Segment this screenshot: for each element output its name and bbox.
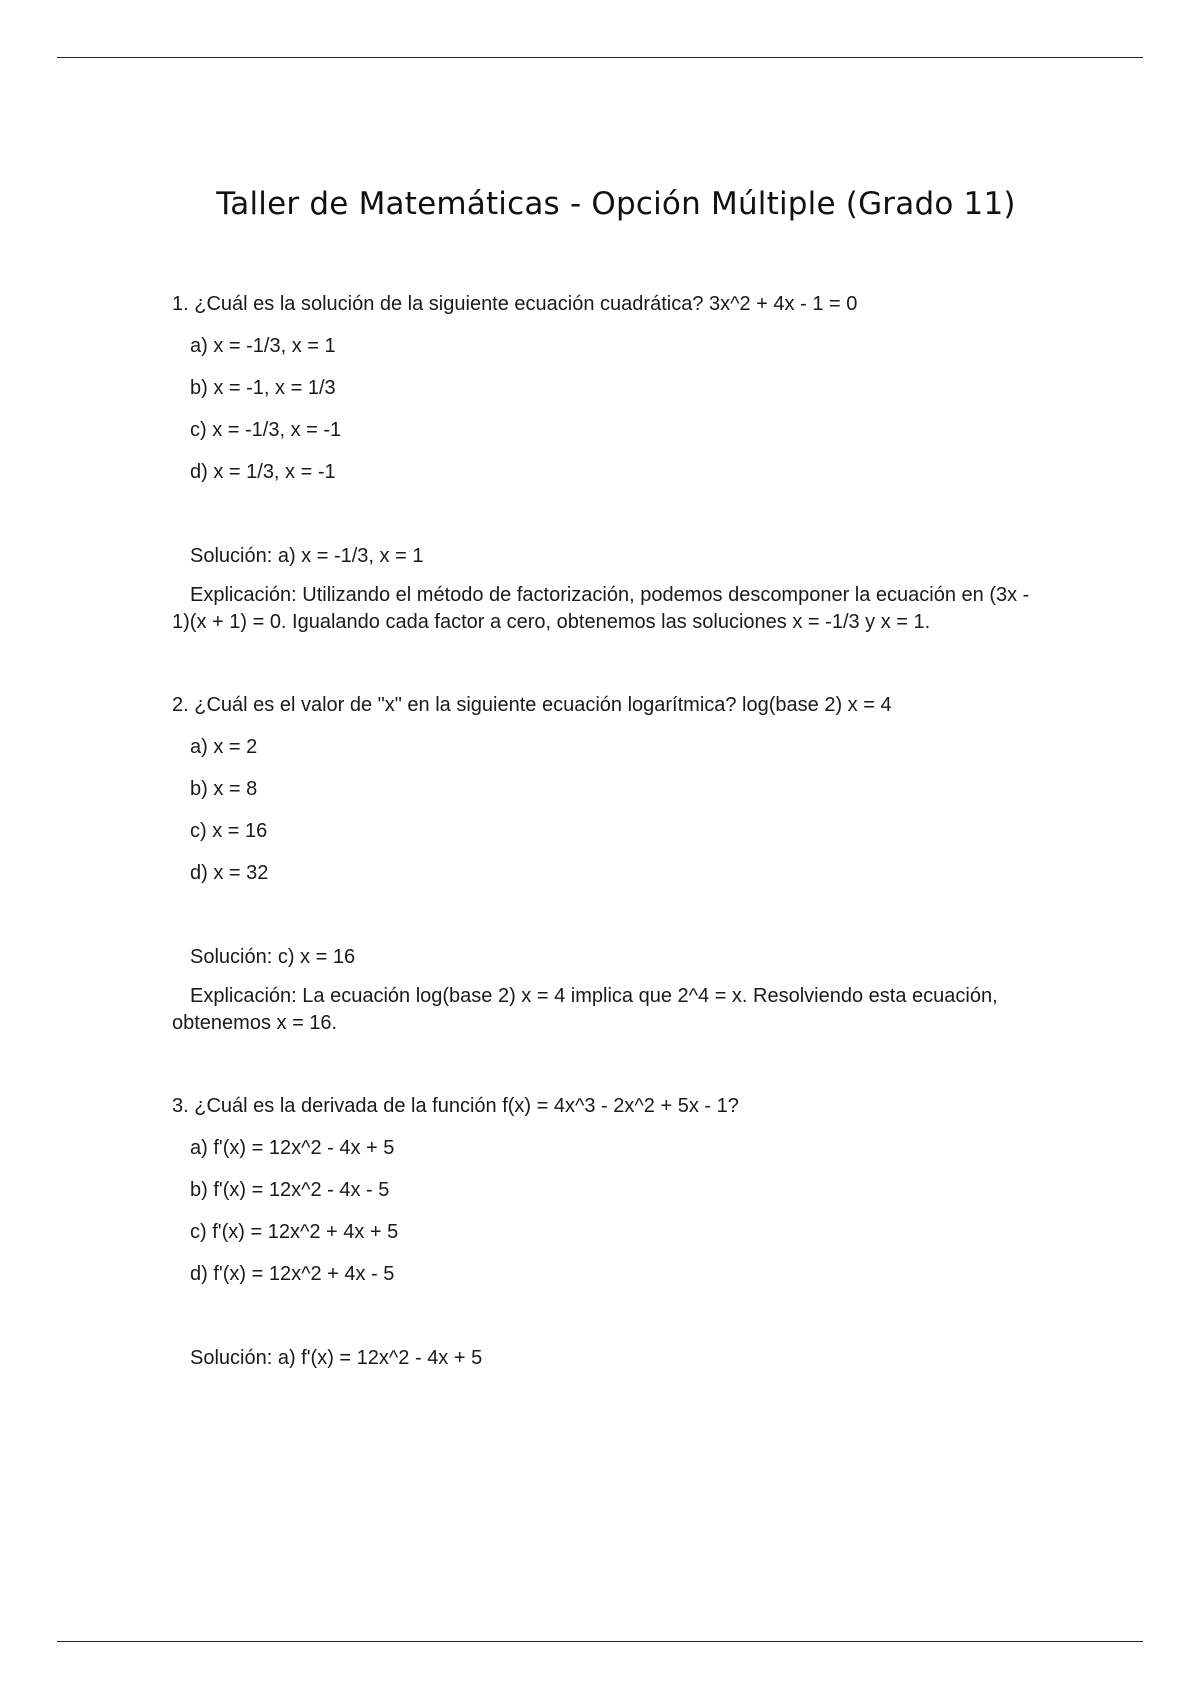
- question-text: 1. ¿Cuál es la solución de la siguiente ecuación cuadrática? 3x^2 + 4x - 1 = 0: [172, 293, 858, 315]
- options-list: [172, 733, 1052, 887]
- question-text: 3. ¿Cuál es la derivada de la función f(x) = 4x^3 - 2x^2 + 5x - 1?: [172, 1095, 739, 1117]
- option-a: a) x = 2: [190, 736, 258, 758]
- question-block-2: [172, 691, 1052, 1037]
- solution-text: Solución: c) x = 16: [190, 946, 356, 968]
- document-title: Taller de Matemáticas - Opción Múltiple (Grado 11): [216, 186, 1016, 222]
- question-text: 2. ¿Cuál es el valor de "x" en la siguiente ecuación logarítmica? log(base 2) x = 4: [172, 694, 892, 716]
- question-block-1: [172, 290, 1052, 636]
- explanation-text: Explicación: Utilizando el método de factorización, podemos descomponer la ecuación en (3x - 1)(x + 1) = 0. Igualando cada factor a cero, obtenemos las soluciones x = -1/3 y x = 1.: [172, 584, 1030, 633]
- solution-text: Solución: a) x = -1/3, x = 1: [190, 545, 424, 567]
- option-b: b) x = 8: [190, 778, 258, 800]
- document-body: [172, 290, 1052, 1384]
- bottom-rule: [57, 1641, 1143, 1642]
- option-b: b) f'(x) = 12x^2 - 4x - 5: [190, 1179, 390, 1201]
- options-list: [172, 332, 1052, 486]
- option-c: c) x = -1/3, x = -1: [190, 419, 342, 441]
- option-d: d) f'(x) = 12x^2 + 4x - 5: [190, 1263, 395, 1285]
- option-a: a) f'(x) = 12x^2 - 4x + 5: [190, 1137, 395, 1159]
- options-list: [172, 1134, 1052, 1288]
- explanation-text: Explicación: La ecuación log(base 2) x = 4 implica que 2^4 = x. Resolviendo esta ecuación, obtenemos x = 16.: [172, 985, 998, 1034]
- top-rule: [57, 57, 1143, 58]
- option-d: d) x = 32: [190, 862, 269, 884]
- option-d: d) x = 1/3, x = -1: [190, 461, 336, 483]
- option-c: c) f'(x) = 12x^2 + 4x + 5: [190, 1221, 399, 1243]
- question-block-3: [172, 1092, 1052, 1372]
- option-b: b) x = -1, x = 1/3: [190, 377, 336, 399]
- option-c: c) x = 16: [190, 820, 268, 842]
- option-a: a) x = -1/3, x = 1: [190, 335, 336, 357]
- solution-text: Solución: a) f'(x) = 12x^2 - 4x + 5: [190, 1347, 483, 1369]
